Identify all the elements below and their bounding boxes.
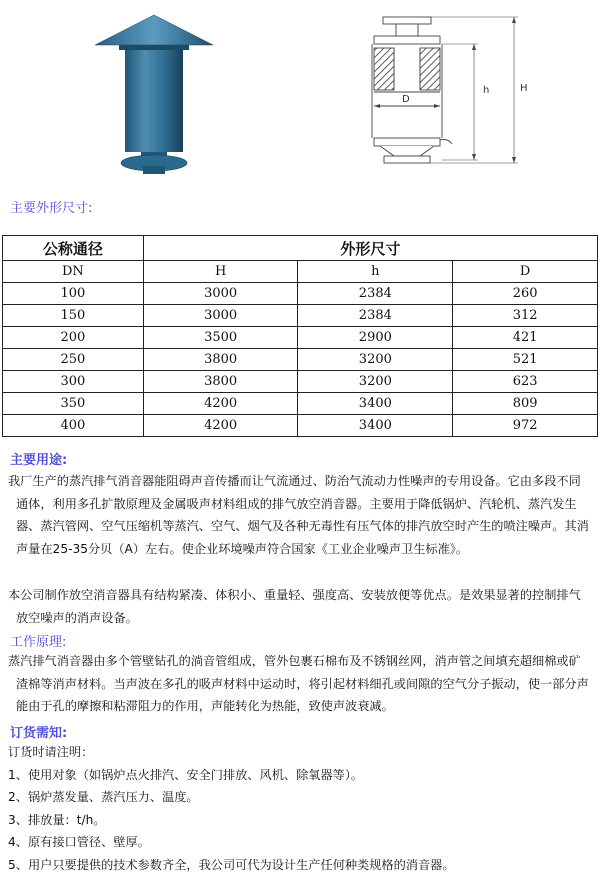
cell: 521: [453, 349, 598, 371]
cell: 200: [3, 327, 144, 349]
cell: 809: [453, 393, 598, 415]
work-section-title: 工作原理:: [10, 631, 66, 650]
cell: 4200: [143, 393, 298, 415]
product-figures: [0, 0, 600, 195]
cell: 972: [453, 415, 598, 437]
cell: 2384: [298, 283, 453, 305]
cell: 3500: [143, 327, 298, 349]
label-H: H: [520, 83, 528, 94]
cell: 260: [453, 283, 598, 305]
spec-section-title: 主要外形尺寸:: [10, 197, 92, 216]
subheader-H: H: [143, 261, 298, 283]
cell: 250: [3, 349, 144, 371]
order-intro: 订货时请注明：: [16, 741, 455, 764]
usage-section-title: 主要用途:: [10, 449, 67, 468]
work-paragraph: 蒸汽排气消音器由多个管壁钻孔的淌音管组成，管外包裹石棉布及不锈钢丝网，消声管之间填充超细棉或矿渣棉等消声材料。当声波在多孔的吸声材料中运动时，将引起材料细孔或间隙的空气分子振动，使一部分声能由于孔的摩擦和粘滞阻力的作用，声能转化为热能，致使声波衰减。: [16, 650, 590, 718]
cell: 300: [3, 371, 144, 393]
cell: 3800: [143, 371, 298, 393]
label-h: h: [483, 85, 489, 96]
table-row: [3, 305, 598, 327]
muffler-photo: [95, 15, 213, 174]
header-dims: 外形尺寸: [143, 236, 597, 261]
cell: 3000: [143, 305, 298, 327]
subheader-h: h: [298, 261, 453, 283]
order-list: [16, 741, 455, 876]
order-section-title: 订货需知:: [10, 722, 67, 741]
table-row: [3, 349, 598, 371]
dimension-drawing: [372, 17, 518, 163]
cell: 3000: [143, 283, 298, 305]
list-item: 3、排放量：t/h。: [16, 809, 455, 832]
usage-paragraph-2: 本公司制作放空消音器具有结构紧凑、体积小、重量轻、强度高、安装放便等优点。是效果显著的控制排气放空噪声的消声设备。: [16, 584, 590, 629]
table-subheader-row: [3, 261, 598, 283]
cell: 623: [453, 371, 598, 393]
cell: 400: [3, 415, 144, 437]
cell: 3400: [298, 393, 453, 415]
subheader-dn: DN: [3, 261, 144, 283]
cell: 350: [3, 393, 144, 415]
list-item: 2、锅炉蒸发量、蒸汽压力、温度。: [16, 786, 455, 809]
cell: 3400: [298, 415, 453, 437]
usage-paragraph-1: 我厂生产的蒸汽排气消音器能阻碍声音传播而让气流通过、防治气流动力性噪声的专用设备。它由多段不同通体，利用多孔扩散原理及金属吸声材料组成的排气放空消音器。主要用于降低锅炉、汽轮机、蒸汽发生器、蒸汽管网、空气压缩机等蒸汽、空气、烟气及各种无毒性有压气体的排汽放空时产生的喷注噪声。其消声量在25-35分贝（A）左右。使企业环境噪声符合国家《工业企业噪声卫生标准》。: [16, 470, 590, 560]
dimension-table: [2, 235, 598, 437]
subheader-D: D: [453, 261, 598, 283]
list-item: 5、用户只要提供的技术参数齐全，我公司可代为设计生产任何种类规格的消音器。: [16, 854, 455, 876]
cell: 312: [453, 305, 598, 327]
cell: 3800: [143, 349, 298, 371]
cell: 2900: [298, 327, 453, 349]
cell: 4200: [143, 415, 298, 437]
header-nominal: 公称通径: [3, 236, 144, 261]
cell: 150: [3, 305, 144, 327]
table-row: [3, 371, 598, 393]
cell: 100: [3, 283, 144, 305]
label-D: D: [402, 94, 410, 105]
table-row: [3, 327, 598, 349]
list-item: 1、使用对象（如锅炉点火排汽、安全门排放、风机、除氧器等）。: [16, 764, 455, 787]
table-row: [3, 415, 598, 437]
cell: 421: [453, 327, 598, 349]
list-item: 4、原有接口管径、壁厚。: [16, 831, 455, 854]
table-header-row: [3, 236, 598, 261]
table-row: [3, 283, 598, 305]
cell: 2384: [298, 305, 453, 327]
cell: 3200: [298, 371, 453, 393]
cell: 3200: [298, 349, 453, 371]
table-row: [3, 393, 598, 415]
